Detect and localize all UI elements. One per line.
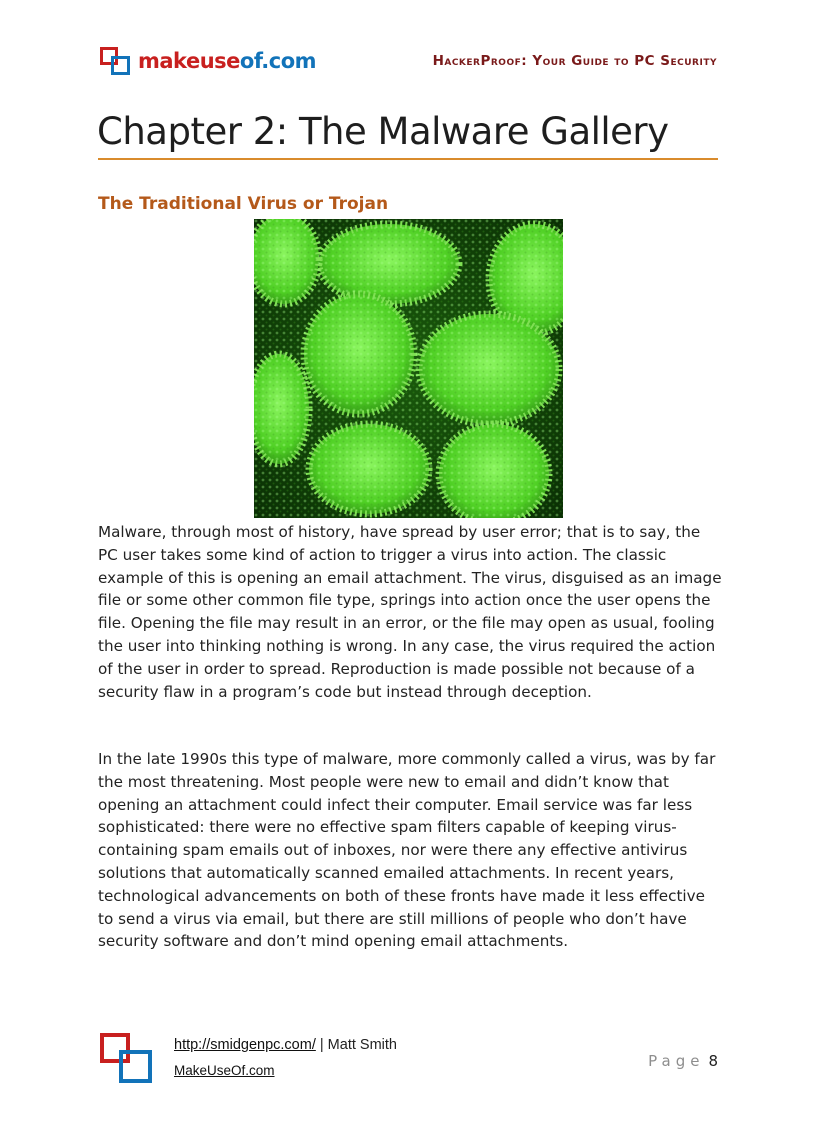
footer-url-link[interactable]: http://smidgenpc.com/ — [174, 1037, 316, 1053]
title-divider — [98, 158, 718, 160]
chapter-title: Chapter 2: The Malware Gallery — [97, 110, 669, 153]
page-label: Page — [648, 1052, 705, 1070]
logo-squares-icon — [100, 47, 130, 75]
footer-author: Matt Smith — [327, 1037, 397, 1053]
body-paragraph-1: Malware, through most of history, have spread by user error; that is to say, the PC user takes some kind of action to trigger a virus into action. The classic example of this is opening an email attachment. The virus, disguised as an image file or some other common file type, springs into action once the user opens the file. Opening the file may result in an error, or the file may open as usual, fooling the user into thinking nothing is wrong. In any case, the virus required the action of the user in order to spread. Reproduction is made possible not because of a security flaw in a program’s code but instead through deception. — [98, 523, 722, 701]
page-number-value: 8 — [708, 1052, 718, 1070]
section-heading: The Traditional Virus or Trojan — [98, 194, 389, 214]
logo-wordmark: makeuseof.com — [138, 49, 317, 73]
page-number — [648, 1052, 718, 1070]
footer-credit: http://smidgenpc.com/ | Matt Smith — [174, 1037, 397, 1053]
document-header-title: HackerProof: Your Guide to PC Security — [432, 53, 717, 69]
footer-site-link[interactable]: MakeUseOf.com — [174, 1063, 275, 1078]
virus-micrograph-image — [254, 219, 563, 518]
body-paragraph-2: In the late 1990s this type of malware, more commonly called a virus, was by far the most threatening. Most people were new to email and didn’t know that opening an attachment could infect their computer. Email service was far less sophisticated: there were no effective spam filters capable of keeping virus-containing spam emails out of inboxes, nor were there any effective antivirus solutions that automatically scanned emailed attachments. In recent years, technological advancements on both of these fronts have made it less effective to send a virus via email, but there are still millions of people who don’t have security software and don’t mind opening email attachments. — [98, 750, 716, 951]
header-logo — [100, 47, 316, 75]
footer-logo-icon — [100, 1033, 152, 1083]
